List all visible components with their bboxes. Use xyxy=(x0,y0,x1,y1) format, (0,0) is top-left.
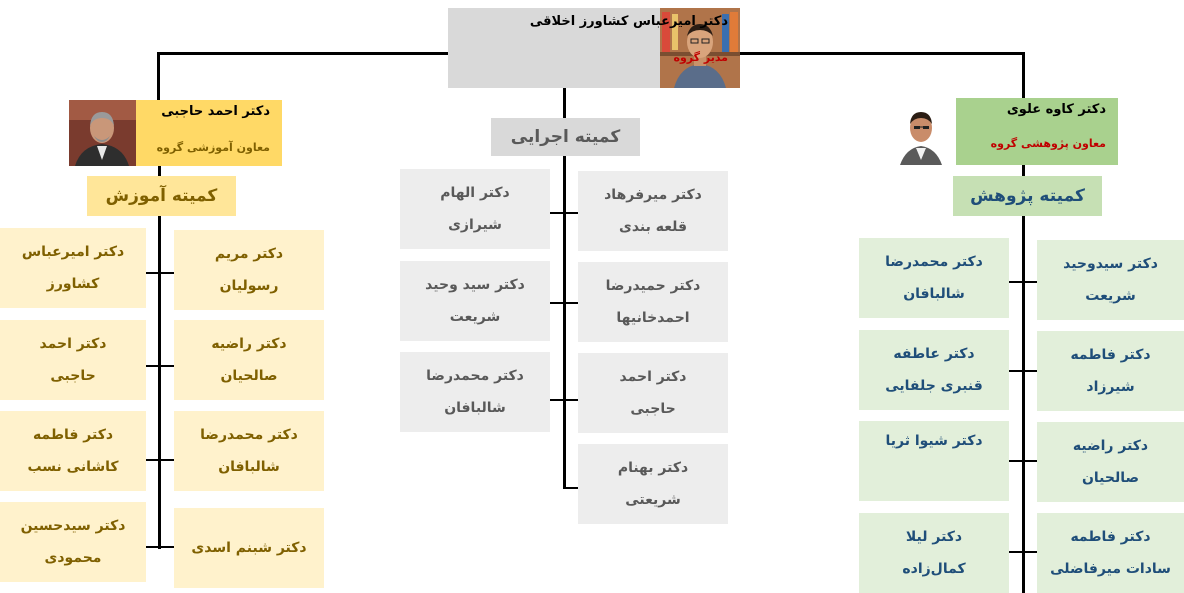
head-name: دکتر امیرعباس کشاورز اخلاقی xyxy=(529,14,728,29)
education-deputy-card xyxy=(69,100,282,166)
education-deputy-name: دکتر احمد حاجبی xyxy=(161,104,270,119)
executive-member: دکتر احمد حاجبی xyxy=(578,353,728,433)
education-deputy-role: معاون آموزشی گروه xyxy=(156,141,270,154)
research-branch xyxy=(1009,370,1037,372)
education-deputy-photo xyxy=(69,100,136,166)
executive-branch xyxy=(550,399,578,401)
research-branch xyxy=(1009,551,1037,553)
executive-member: دکتر حمیدرضا احمدخانیها xyxy=(578,262,728,342)
education-member: دکتر فاطمه کاشانی نسب xyxy=(0,411,146,491)
research-branch xyxy=(1009,460,1037,462)
left-drop-connector xyxy=(157,52,160,100)
education-branch xyxy=(146,365,174,367)
executive-member: دکتر میرفرهاد قلعه بندی xyxy=(578,171,728,251)
education-branch xyxy=(146,272,174,274)
education-member: دکتر محمدرضا شالبافان xyxy=(174,411,324,491)
head-card xyxy=(448,8,740,88)
research-member: دکتر سیدوحید شریعت xyxy=(1037,240,1184,320)
research-member: دکتر لیلا کمال‌زاده xyxy=(859,513,1009,593)
research-member: دکتر عاطفه قنبری جلفایی xyxy=(859,330,1009,410)
executive-member: دکتر سید وحید شریعت xyxy=(400,261,550,341)
research-member: دکتر فاطمه سادات میرفاضلی xyxy=(1037,513,1184,593)
research-deputy-photo xyxy=(886,98,956,165)
education-member: دکتر شبنم اسدی xyxy=(174,508,324,588)
research-member: دکتر محمدرضا شالبافان xyxy=(859,238,1009,318)
research-deputy-role: معاون پژوهشی گروه xyxy=(990,137,1106,150)
education-member: دکتر سیدحسین محمودی xyxy=(0,502,146,582)
executive-member: دکتر بهنام شریعتی xyxy=(578,444,728,524)
executive-branch xyxy=(565,487,578,489)
executive-member: دکتر الهام شیرازی xyxy=(400,169,550,249)
executive-trunk xyxy=(563,156,566,489)
executive-branch xyxy=(550,212,578,214)
head-role: مدیر گروه xyxy=(673,51,728,64)
research-member: دکتر فاطمه شیرزاد xyxy=(1037,331,1184,411)
research-deputy-card xyxy=(886,98,1118,165)
education-member: دکتر احمد حاجبی xyxy=(0,320,146,400)
executive-committee-title: کمیته اجرایی xyxy=(491,118,640,156)
education-member: دکتر امیرعباس کشاورز xyxy=(0,228,146,308)
education-committee-title: کمیته آموزش xyxy=(87,176,236,216)
right-drop-connector xyxy=(1022,52,1025,98)
education-member: دکتر راضیه صالحیان xyxy=(174,320,324,400)
education-branch xyxy=(146,459,174,461)
education-member: دکتر مریم رسولیان xyxy=(174,230,324,310)
executive-member: دکتر محمدرضا شالبافان xyxy=(400,352,550,432)
executive-branch xyxy=(550,302,578,304)
education-branch xyxy=(146,546,174,548)
research-branch xyxy=(1009,281,1037,283)
research-committee-title: کمیته پژوهش xyxy=(953,176,1102,216)
center-drop-connector xyxy=(563,88,566,118)
research-member: دکتر شیوا ثریا xyxy=(859,421,1009,501)
research-member: دکتر راضیه صالحیان xyxy=(1037,422,1184,502)
research-trunk xyxy=(1022,165,1025,593)
research-deputy-name: دکتر کاوه علوی xyxy=(1006,102,1106,117)
education-trunk xyxy=(158,166,161,549)
